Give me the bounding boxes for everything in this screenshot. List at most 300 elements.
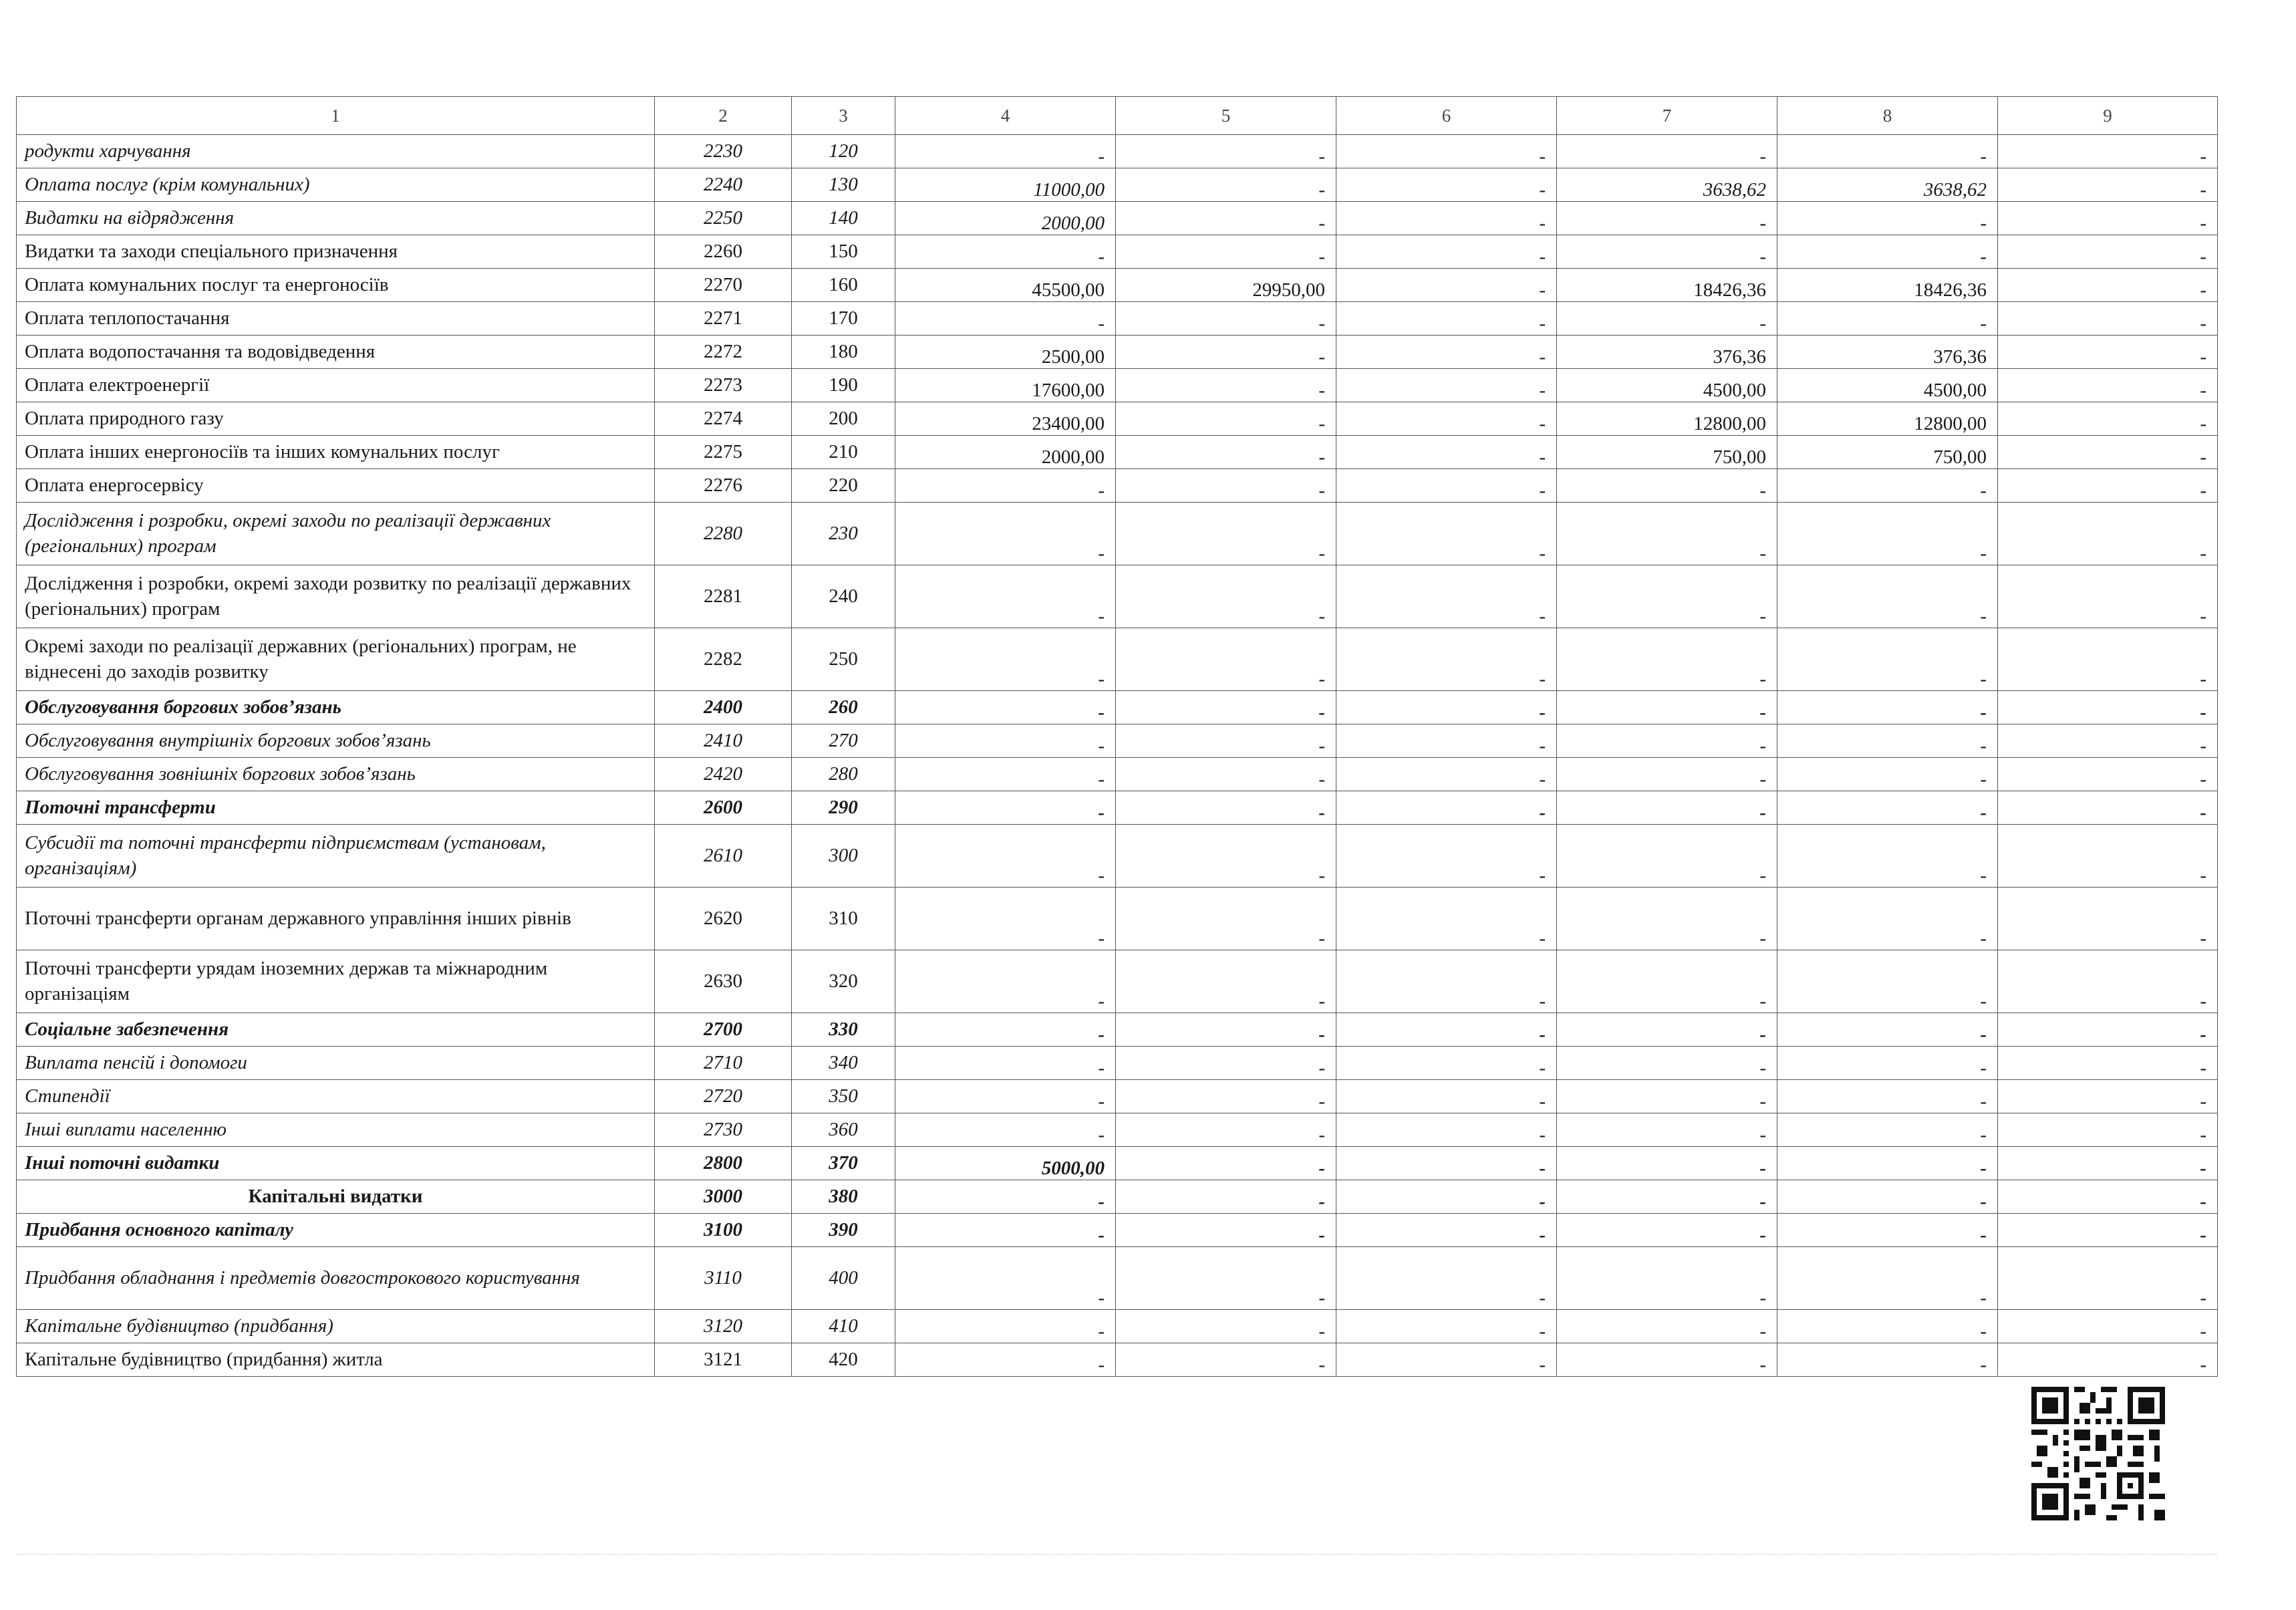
amount-cell: - bbox=[1777, 1080, 1998, 1113]
row-label: Дослідження і розробки, окремі заходи розвитку по реалізації державних (регіональних) програм bbox=[17, 565, 655, 628]
amount-cell: - bbox=[1998, 888, 2218, 950]
amount-cell: - bbox=[1777, 825, 1998, 888]
amount-cell: - bbox=[1557, 469, 1777, 503]
amount-cell: - bbox=[1116, 825, 1336, 888]
amount-cell: 750,00 bbox=[1557, 436, 1777, 469]
table-row bbox=[17, 758, 2218, 791]
kekv-code: 2700 bbox=[655, 1013, 792, 1047]
row-label: Оплата природного газу bbox=[17, 402, 655, 436]
amount-cell: - bbox=[1998, 235, 2218, 269]
table-row bbox=[17, 724, 2218, 758]
amount-cell: - bbox=[895, 791, 1116, 825]
amount-cell: - bbox=[1116, 691, 1336, 724]
amount-cell: - bbox=[1777, 724, 1998, 758]
amount-cell: - bbox=[1998, 302, 2218, 336]
amount-cell: - bbox=[1336, 503, 1557, 565]
amount-cell: - bbox=[1998, 1147, 2218, 1180]
kekv-code: 2800 bbox=[655, 1147, 792, 1180]
amount-cell: - bbox=[1998, 1113, 2218, 1147]
amount-cell: - bbox=[895, 758, 1116, 791]
amount-cell: - bbox=[1777, 1013, 1998, 1047]
amount-cell: - bbox=[1116, 1214, 1336, 1247]
kekv-code: 2630 bbox=[655, 950, 792, 1013]
line-code: 340 bbox=[792, 1047, 895, 1080]
amount-cell: - bbox=[895, 1180, 1116, 1214]
line-code: 120 bbox=[792, 135, 895, 168]
table-row bbox=[17, 235, 2218, 269]
amount-cell: - bbox=[1336, 628, 1557, 691]
line-code: 420 bbox=[792, 1343, 895, 1377]
amount-cell: - bbox=[1336, 1113, 1557, 1147]
line-code: 250 bbox=[792, 628, 895, 691]
table-row bbox=[17, 1343, 2218, 1377]
amount-cell: - bbox=[1336, 202, 1557, 235]
row-label: Інші поточні видатки bbox=[17, 1147, 655, 1180]
amount-cell: - bbox=[1336, 269, 1557, 302]
kekv-code: 2273 bbox=[655, 369, 792, 402]
table-row bbox=[17, 1180, 2218, 1214]
kekv-code: 2400 bbox=[655, 691, 792, 724]
column-header: 3 bbox=[792, 97, 895, 135]
amount-cell: - bbox=[1116, 168, 1336, 202]
amount-cell: - bbox=[895, 1080, 1116, 1113]
amount-cell: - bbox=[1777, 302, 1998, 336]
amount-cell: 11000,00 bbox=[895, 168, 1116, 202]
amount-cell: - bbox=[1998, 402, 2218, 436]
amount-cell: - bbox=[895, 1247, 1116, 1310]
row-label: Капітальні видатки bbox=[17, 1180, 655, 1214]
amount-cell: - bbox=[895, 1310, 1116, 1343]
amount-cell: - bbox=[1557, 825, 1777, 888]
table-row bbox=[17, 1047, 2218, 1080]
amount-cell: - bbox=[1777, 1343, 1998, 1377]
kekv-code: 2600 bbox=[655, 791, 792, 825]
amount-cell: - bbox=[895, 503, 1116, 565]
amount-cell: - bbox=[1336, 1343, 1557, 1377]
amount-cell: - bbox=[895, 691, 1116, 724]
amount-cell: - bbox=[1336, 369, 1557, 402]
amount-cell: - bbox=[895, 1343, 1116, 1377]
amount-cell: - bbox=[895, 1047, 1116, 1080]
amount-cell: - bbox=[1557, 758, 1777, 791]
table-row bbox=[17, 269, 2218, 302]
column-header: 4 bbox=[895, 97, 1116, 135]
row-label: Поточні трансферти bbox=[17, 791, 655, 825]
amount-cell: - bbox=[1336, 825, 1557, 888]
kekv-code: 2272 bbox=[655, 336, 792, 369]
amount-cell: - bbox=[895, 135, 1116, 168]
line-code: 270 bbox=[792, 724, 895, 758]
column-header: 7 bbox=[1557, 97, 1777, 135]
kekv-code: 2282 bbox=[655, 628, 792, 691]
line-code: 310 bbox=[792, 888, 895, 950]
amount-cell: - bbox=[1998, 168, 2218, 202]
table-row bbox=[17, 436, 2218, 469]
amount-cell: - bbox=[1777, 1047, 1998, 1080]
amount-cell: - bbox=[1777, 503, 1998, 565]
amount-cell: 12800,00 bbox=[1557, 402, 1777, 436]
amount-cell: - bbox=[1116, 469, 1336, 503]
page-divider bbox=[16, 1554, 2217, 1555]
row-label: Капітальне будівництво (придбання) житла bbox=[17, 1343, 655, 1377]
amount-cell: - bbox=[1336, 1147, 1557, 1180]
amount-cell: 3638,62 bbox=[1557, 168, 1777, 202]
kekv-code: 2281 bbox=[655, 565, 792, 628]
amount-cell: - bbox=[1116, 336, 1336, 369]
amount-cell: - bbox=[1557, 1113, 1777, 1147]
column-header: 1 bbox=[17, 97, 655, 135]
amount-cell: - bbox=[1336, 1310, 1557, 1343]
amount-cell: - bbox=[895, 235, 1116, 269]
amount-cell: - bbox=[1557, 628, 1777, 691]
amount-cell: - bbox=[895, 1113, 1116, 1147]
table-row bbox=[17, 503, 2218, 565]
table-body bbox=[17, 97, 2218, 1377]
amount-cell: 4500,00 bbox=[1557, 369, 1777, 402]
row-label: Дослідження і розробки, окремі заходи по реалізації державних (регіональних) програм bbox=[17, 503, 655, 565]
kekv-code: 3120 bbox=[655, 1310, 792, 1343]
kekv-code: 2230 bbox=[655, 135, 792, 168]
table-row bbox=[17, 302, 2218, 336]
amount-cell: - bbox=[1116, 724, 1336, 758]
line-code: 240 bbox=[792, 565, 895, 628]
line-code: 230 bbox=[792, 503, 895, 565]
line-code: 210 bbox=[792, 436, 895, 469]
row-label: Видатки та заходи спеціального призначення bbox=[17, 235, 655, 269]
row-label: Видатки на відрядження bbox=[17, 202, 655, 235]
kekv-code: 2271 bbox=[655, 302, 792, 336]
row-label: Придбання обладнання і предметів довгострокового користування bbox=[17, 1247, 655, 1310]
amount-cell: - bbox=[1777, 1147, 1998, 1180]
amount-cell: 2000,00 bbox=[895, 436, 1116, 469]
amount-cell: - bbox=[1116, 628, 1336, 691]
kekv-code: 2730 bbox=[655, 1113, 792, 1147]
table-row bbox=[17, 1310, 2218, 1343]
table-row bbox=[17, 469, 2218, 503]
amount-cell: - bbox=[1336, 950, 1557, 1013]
table-row bbox=[17, 1080, 2218, 1113]
table-row bbox=[17, 1147, 2218, 1180]
amount-cell: - bbox=[1557, 691, 1777, 724]
amount-cell: - bbox=[1557, 950, 1777, 1013]
column-header: 9 bbox=[1998, 97, 2218, 135]
kekv-code: 2270 bbox=[655, 269, 792, 302]
amount-cell: - bbox=[1998, 691, 2218, 724]
row-label: Поточні трансферти органам державного управління інших рівнів bbox=[17, 888, 655, 950]
amount-cell: - bbox=[895, 302, 1116, 336]
column-header: 6 bbox=[1336, 97, 1557, 135]
row-label: Оплата електроенергії bbox=[17, 369, 655, 402]
amount-cell: - bbox=[1116, 369, 1336, 402]
amount-cell: - bbox=[1998, 336, 2218, 369]
row-label: Оплата інших енергоносіїв та інших комунальних послуг bbox=[17, 436, 655, 469]
amount-cell: - bbox=[1777, 1113, 1998, 1147]
amount-cell: - bbox=[1998, 1080, 2218, 1113]
amount-cell: - bbox=[1116, 1147, 1336, 1180]
amount-cell: - bbox=[1998, 202, 2218, 235]
amount-cell: - bbox=[895, 469, 1116, 503]
table-row bbox=[17, 1113, 2218, 1147]
amount-cell: - bbox=[1998, 135, 2218, 168]
amount-cell: - bbox=[1336, 135, 1557, 168]
kekv-code: 3110 bbox=[655, 1247, 792, 1310]
kekv-code: 2410 bbox=[655, 724, 792, 758]
amount-cell: - bbox=[1336, 565, 1557, 628]
line-code: 150 bbox=[792, 235, 895, 269]
kekv-code: 3100 bbox=[655, 1214, 792, 1247]
table-row bbox=[17, 202, 2218, 235]
amount-cell: - bbox=[895, 628, 1116, 691]
amount-cell: - bbox=[1557, 1214, 1777, 1247]
amount-cell: - bbox=[895, 1013, 1116, 1047]
amount-cell: - bbox=[1998, 369, 2218, 402]
amount-cell: - bbox=[1336, 691, 1557, 724]
line-code: 200 bbox=[792, 402, 895, 436]
kekv-code: 2710 bbox=[655, 1047, 792, 1080]
amount-cell: - bbox=[1777, 235, 1998, 269]
line-code: 180 bbox=[792, 336, 895, 369]
line-code: 350 bbox=[792, 1080, 895, 1113]
amount-cell: - bbox=[1116, 1310, 1336, 1343]
amount-cell: - bbox=[1557, 1180, 1777, 1214]
amount-cell: - bbox=[1557, 724, 1777, 758]
amount-cell: - bbox=[1557, 888, 1777, 950]
amount-cell: 2500,00 bbox=[895, 336, 1116, 369]
row-label: Обслуговування боргових зобов’язань bbox=[17, 691, 655, 724]
row-label: Соціальне забезпечення bbox=[17, 1013, 655, 1047]
kekv-code: 2240 bbox=[655, 168, 792, 202]
amount-cell: - bbox=[1557, 1080, 1777, 1113]
amount-cell: - bbox=[1998, 469, 2218, 503]
amount-cell: - bbox=[1998, 1047, 2218, 1080]
amount-cell: - bbox=[1116, 791, 1336, 825]
amount-cell: - bbox=[1116, 1047, 1336, 1080]
amount-cell: - bbox=[1998, 1343, 2218, 1377]
amount-cell: - bbox=[1777, 950, 1998, 1013]
kekv-code: 2274 bbox=[655, 402, 792, 436]
amount-cell: - bbox=[1998, 1310, 2218, 1343]
table-row bbox=[17, 1214, 2218, 1247]
line-code: 140 bbox=[792, 202, 895, 235]
amount-cell: - bbox=[1998, 950, 2218, 1013]
column-number-row bbox=[17, 97, 2218, 135]
amount-cell: - bbox=[1557, 791, 1777, 825]
table-row bbox=[17, 888, 2218, 950]
amount-cell: - bbox=[895, 825, 1116, 888]
row-label: Поточні трансферти урядам іноземних держав та міжнародним організаціям bbox=[17, 950, 655, 1013]
amount-cell: - bbox=[1998, 1247, 2218, 1310]
amount-cell: - bbox=[1998, 436, 2218, 469]
column-header: 2 bbox=[655, 97, 792, 135]
amount-cell: - bbox=[1557, 565, 1777, 628]
amount-cell: - bbox=[1116, 1343, 1336, 1377]
amount-cell: - bbox=[1116, 1180, 1336, 1214]
amount-cell: - bbox=[1777, 135, 1998, 168]
amount-cell: 18426,36 bbox=[1557, 269, 1777, 302]
table-row bbox=[17, 135, 2218, 168]
amount-cell: - bbox=[1777, 1180, 1998, 1214]
column-header: 8 bbox=[1777, 97, 1998, 135]
line-code: 410 bbox=[792, 1310, 895, 1343]
amount-cell: - bbox=[1998, 1180, 2218, 1214]
amount-cell: - bbox=[1557, 1147, 1777, 1180]
amount-cell: - bbox=[895, 888, 1116, 950]
amount-cell: 12800,00 bbox=[1777, 402, 1998, 436]
amount-cell: - bbox=[1336, 302, 1557, 336]
amount-cell: - bbox=[1777, 1214, 1998, 1247]
line-code: 290 bbox=[792, 791, 895, 825]
row-label: Виплата пенсій і допомоги bbox=[17, 1047, 655, 1080]
row-label: Капітальне будівництво (придбання) bbox=[17, 1310, 655, 1343]
amount-cell: - bbox=[1557, 135, 1777, 168]
amount-cell: - bbox=[1998, 724, 2218, 758]
amount-cell: - bbox=[1998, 503, 2218, 565]
amount-cell: - bbox=[1557, 1013, 1777, 1047]
row-label: Оплата послуг (крім комунальних) bbox=[17, 168, 655, 202]
table-row bbox=[17, 336, 2218, 369]
row-label: Обслуговування зовнішніх боргових зобов’язань bbox=[17, 758, 655, 791]
line-code: 160 bbox=[792, 269, 895, 302]
amount-cell: 45500,00 bbox=[895, 269, 1116, 302]
table-row bbox=[17, 369, 2218, 402]
line-code: 300 bbox=[792, 825, 895, 888]
budget-table bbox=[16, 96, 2218, 1377]
table-row bbox=[17, 825, 2218, 888]
line-code: 360 bbox=[792, 1113, 895, 1147]
kekv-code: 2720 bbox=[655, 1080, 792, 1113]
amount-cell: - bbox=[1557, 1310, 1777, 1343]
kekv-code: 2275 bbox=[655, 436, 792, 469]
amount-cell: 4500,00 bbox=[1777, 369, 1998, 402]
table-row bbox=[17, 402, 2218, 436]
amount-cell: - bbox=[1116, 503, 1336, 565]
line-code: 320 bbox=[792, 950, 895, 1013]
kekv-code: 3000 bbox=[655, 1180, 792, 1214]
amount-cell: 376,36 bbox=[1557, 336, 1777, 369]
row-label: Обслуговування внутрішніх боргових зобов’язань bbox=[17, 724, 655, 758]
amount-cell: - bbox=[895, 724, 1116, 758]
amount-cell: - bbox=[1336, 235, 1557, 269]
row-label: Оплата енергосервісу bbox=[17, 469, 655, 503]
amount-cell: - bbox=[1336, 1047, 1557, 1080]
amount-cell: - bbox=[1116, 1247, 1336, 1310]
amount-cell: - bbox=[1998, 565, 2218, 628]
amount-cell: - bbox=[1116, 135, 1336, 168]
amount-cell: - bbox=[1116, 302, 1336, 336]
amount-cell: - bbox=[1336, 888, 1557, 950]
amount-cell: - bbox=[1336, 1080, 1557, 1113]
amount-cell: 18426,36 bbox=[1777, 269, 1998, 302]
row-label: Оплата теплопостачання bbox=[17, 302, 655, 336]
line-code: 330 bbox=[792, 1013, 895, 1047]
kekv-code: 2610 bbox=[655, 825, 792, 888]
row-label: Субсидії та поточні трансферти підприємствам (установам, організаціям) bbox=[17, 825, 655, 888]
row-label: Інші виплати населенню bbox=[17, 1113, 655, 1147]
amount-cell: 5000,00 bbox=[895, 1147, 1116, 1180]
line-code: 220 bbox=[792, 469, 895, 503]
amount-cell: - bbox=[1116, 888, 1336, 950]
kekv-code: 2260 bbox=[655, 235, 792, 269]
amount-cell: 376,36 bbox=[1777, 336, 1998, 369]
amount-cell: - bbox=[1336, 758, 1557, 791]
amount-cell: - bbox=[1998, 1214, 2218, 1247]
amount-cell: - bbox=[1777, 888, 1998, 950]
amount-cell: - bbox=[1336, 1180, 1557, 1214]
row-label: родукти харчування bbox=[17, 135, 655, 168]
amount-cell: - bbox=[1777, 469, 1998, 503]
amount-cell: - bbox=[1336, 469, 1557, 503]
amount-cell: - bbox=[1557, 1343, 1777, 1377]
amount-cell: - bbox=[1998, 758, 2218, 791]
row-label: Окремі заходи по реалізації державних (регіональних) програм, не віднесені до заходів розвитку bbox=[17, 628, 655, 691]
amount-cell: - bbox=[1116, 950, 1336, 1013]
qr-code-icon bbox=[2031, 1387, 2165, 1520]
amount-cell: - bbox=[1336, 724, 1557, 758]
amount-cell: - bbox=[1336, 336, 1557, 369]
amount-cell: - bbox=[1116, 1113, 1336, 1147]
amount-cell: - bbox=[1777, 758, 1998, 791]
kekv-code: 2250 bbox=[655, 202, 792, 235]
amount-cell: - bbox=[895, 565, 1116, 628]
kekv-code: 2276 bbox=[655, 469, 792, 503]
line-code: 380 bbox=[792, 1180, 895, 1214]
amount-cell: 2000,00 bbox=[895, 202, 1116, 235]
amount-cell: - bbox=[1777, 691, 1998, 724]
line-code: 170 bbox=[792, 302, 895, 336]
table-row bbox=[17, 691, 2218, 724]
amount-cell: - bbox=[1557, 1047, 1777, 1080]
amount-cell: - bbox=[1998, 791, 2218, 825]
kekv-code: 2420 bbox=[655, 758, 792, 791]
line-code: 390 bbox=[792, 1214, 895, 1247]
line-code: 280 bbox=[792, 758, 895, 791]
table-row bbox=[17, 791, 2218, 825]
column-header: 5 bbox=[1116, 97, 1336, 135]
amount-cell: - bbox=[1557, 503, 1777, 565]
amount-cell: - bbox=[1116, 202, 1336, 235]
amount-cell: - bbox=[1998, 1013, 2218, 1047]
amount-cell: - bbox=[1557, 202, 1777, 235]
amount-cell: - bbox=[1998, 628, 2218, 691]
amount-cell: - bbox=[1116, 758, 1336, 791]
amount-cell: 3638,62 bbox=[1777, 168, 1998, 202]
table-row bbox=[17, 1013, 2218, 1047]
row-label: Оплата комунальних послуг та енергоносіїв bbox=[17, 269, 655, 302]
row-label: Стипендії bbox=[17, 1080, 655, 1113]
line-code: 260 bbox=[792, 691, 895, 724]
line-code: 130 bbox=[792, 168, 895, 202]
amount-cell: - bbox=[895, 1214, 1116, 1247]
kekv-code: 3121 bbox=[655, 1343, 792, 1377]
amount-cell: - bbox=[1336, 168, 1557, 202]
amount-cell: - bbox=[1116, 235, 1336, 269]
table-row bbox=[17, 628, 2218, 691]
amount-cell: - bbox=[1777, 1310, 1998, 1343]
table-row bbox=[17, 168, 2218, 202]
line-code: 370 bbox=[792, 1147, 895, 1180]
amount-cell: - bbox=[895, 950, 1116, 1013]
kekv-code: 2620 bbox=[655, 888, 792, 950]
amount-cell: - bbox=[1336, 1214, 1557, 1247]
amount-cell: - bbox=[1336, 402, 1557, 436]
amount-cell: - bbox=[1336, 436, 1557, 469]
amount-cell: 29950,00 bbox=[1116, 269, 1336, 302]
amount-cell: - bbox=[1777, 628, 1998, 691]
row-label: Придбання основного капіталу bbox=[17, 1214, 655, 1247]
amount-cell: - bbox=[1116, 1080, 1336, 1113]
amount-cell: - bbox=[1777, 1247, 1998, 1310]
amount-cell: 750,00 bbox=[1777, 436, 1998, 469]
